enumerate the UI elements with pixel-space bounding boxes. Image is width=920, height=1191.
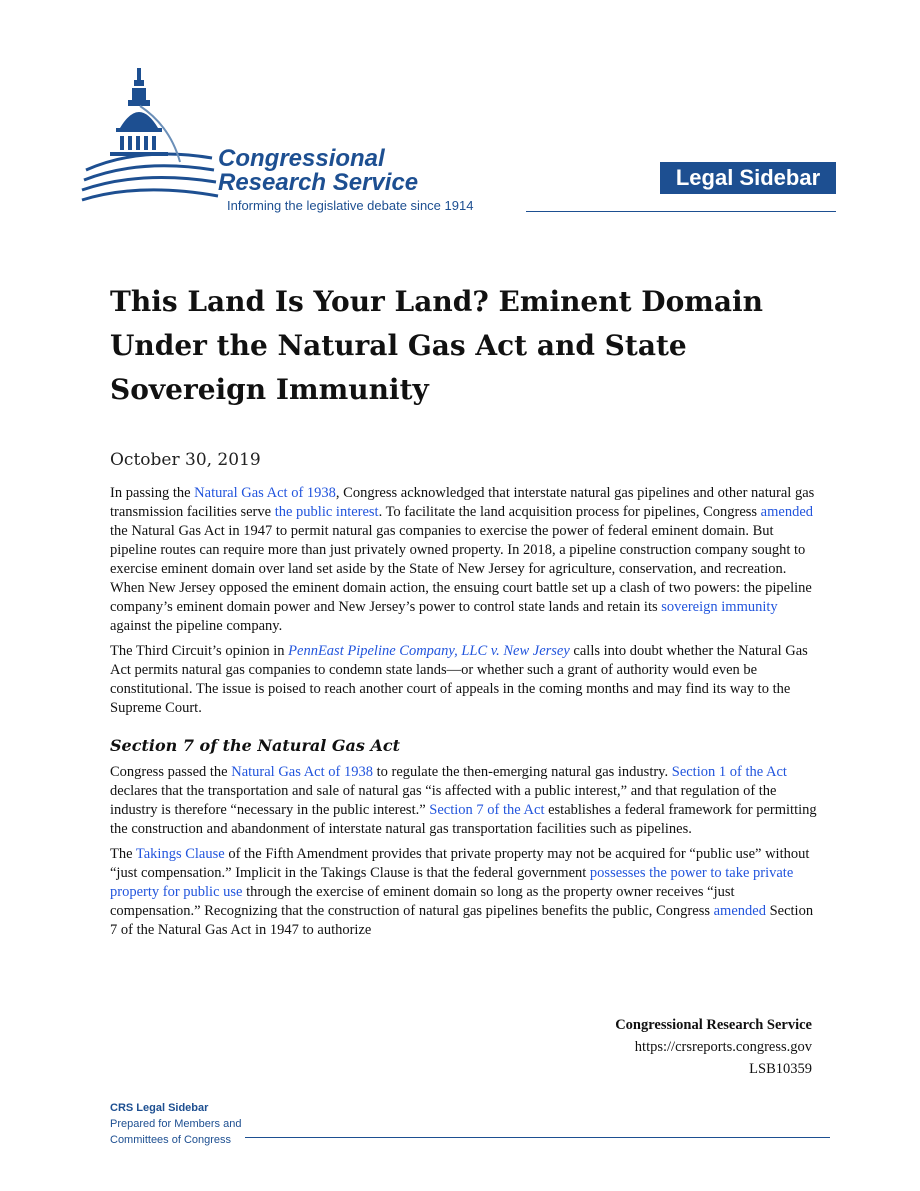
text-span: against the pipeline company. xyxy=(110,618,283,634)
footer-url[interactable]: https://crsreports.congress.gov xyxy=(634,1039,812,1055)
link-power-to-take[interactable]: possesses the power to take private property for public use xyxy=(110,865,794,900)
text-span: the Natural Gas Act in 1947 to permit natural gas companies to exercise the power of federal eminent domain. But pipeline routes can require more than just privately owned property. In 2018, a pipeline construction company sought to exercise eminent domain over land set aside by the State of New Jersey for agriculture, conservation, and recreation. When New Jersey opposed the eminent domain action, the ensuing court battle set up a clash of two powers: the pipeline company’s eminent domain power and New Jersey’s power to control state lands and retain its xyxy=(110,523,812,615)
text-span: , Congress acknowledged that interstate natural gas pipelines and other natural gas transmission facilities serve xyxy=(110,485,815,520)
paragraph-1 xyxy=(110,484,820,636)
bottom-rule xyxy=(245,1137,830,1138)
text-span: The xyxy=(110,846,136,862)
text-span: calls into doubt whether the Natural Gas Act permits natural gas companies to condemn state lands—or whether such a grant of authority would even be constitutional. The issue is poised to reach another court of appeals in the coming months and may find its way to the Supreme Court. xyxy=(110,643,808,716)
bottom-label-line3: Committees of Congress xyxy=(110,1134,232,1146)
link-natural-gas-act-2[interactable]: Natural Gas Act of 1938 xyxy=(231,764,373,780)
bottom-label xyxy=(110,1100,241,1148)
article-body xyxy=(110,484,820,946)
text-span: In passing the xyxy=(110,485,195,501)
bottom-label-line1: CRS Legal Sidebar xyxy=(110,1102,209,1114)
link-public-interest[interactable]: the public interest xyxy=(274,504,379,520)
page-title: This Land Is Your Land? Eminent Domain Under the Natural Gas Act and State Sovereign Immunity xyxy=(110,285,764,406)
link-takings-clause[interactable]: Takings Clause xyxy=(135,846,225,862)
footer-report-id: LSB10359 xyxy=(749,1061,812,1077)
text-span: through the exercise of eminent domain so long as the property owner receives “just compensation.” Recognizing that the construction of natural gas pipelines benefits the public, Congress xyxy=(110,884,735,919)
text-span: The Third Circuit’s opinion in xyxy=(110,643,289,659)
link-penneast-case[interactable]: PennEast Pipeline Company, LLC v. New Jersey xyxy=(288,643,570,659)
text-span: of the Fifth Amendment provides that private property may not be acquired for “public use” without “just compensation.” Implicit in the Takings Clause is that the federal government xyxy=(110,846,810,881)
link-section-1[interactable]: Section 1 of the Act xyxy=(671,764,787,780)
text-span: Section 7 of the Natural Gas Act in 1947 to authorize xyxy=(110,903,814,938)
link-amended-2[interactable]: amended xyxy=(713,903,766,919)
link-amended[interactable]: amended xyxy=(760,504,814,520)
footer-org: Congressional Research Service xyxy=(615,1017,812,1033)
link-section-7[interactable]: Section 7 of the Act xyxy=(429,802,545,818)
crs-logo xyxy=(80,66,500,226)
org-name-line1: Congressional xyxy=(218,145,385,172)
org-tagline: Informing the legislative debate since 1914 xyxy=(227,198,474,213)
section-heading: Section 7 of the Natural Gas Act xyxy=(110,736,401,755)
text-span: establishes a federal framework for permitting the construction and abandonment of interstate natural gas transportation facilities such as pipelines. xyxy=(110,802,817,837)
tagline-rule xyxy=(526,211,836,212)
publication-date: October 30, 2019 xyxy=(110,450,261,470)
link-natural-gas-act[interactable]: Natural Gas Act of 1938 xyxy=(194,485,336,501)
link-sovereign-immunity[interactable]: sovereign immunity xyxy=(661,599,778,615)
bottom-label-line2: Prepared for Members and xyxy=(110,1118,242,1130)
text-span: Congress passed the xyxy=(110,764,232,780)
crs-footer xyxy=(615,1014,812,1080)
org-name-line2: Research Service xyxy=(218,169,419,196)
text-span: to regulate the then-emerging natural gas industry. xyxy=(372,764,672,780)
paragraph-3 xyxy=(110,763,820,839)
paragraph-4 xyxy=(110,845,820,940)
text-span: declares that the transportation and sale of natural gas “is affected with a public interest,” and that regulation of the industry is therefore “necessary in the public interest.” xyxy=(110,783,777,818)
capitol-dome-icon xyxy=(80,66,220,216)
paragraph-2 xyxy=(110,642,820,718)
text-span: . To facilitate the land acquisition process for pipelines, Congress xyxy=(378,504,761,520)
legal-sidebar-badge: Legal Sidebar xyxy=(660,162,836,194)
